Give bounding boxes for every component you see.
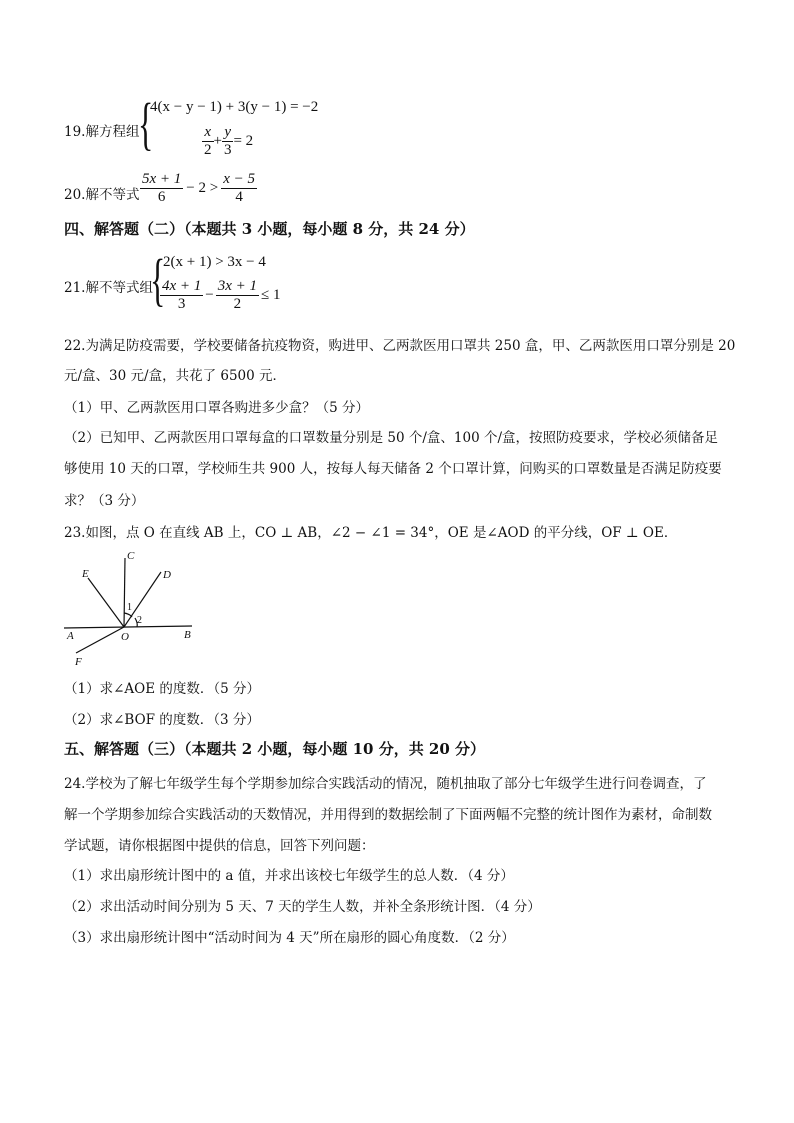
q22-sub-2-line-2: 够使用 10 天的口罩，学校师生共 900 人，按每人每天储备 2 个口罩计算，问购买的口罩数量是否满足防疫要 <box>64 461 722 477</box>
q22-sub-2-line-3: 求？（3 分） <box>64 493 145 509</box>
q24-sub-2: （2）求出活动时间分别为 5 天、7 天的学生人数，并补全条形统计图．（4 分） <box>64 899 541 915</box>
q19-fraction-x: $\frac{x}{2}$ <box>204 124 212 158</box>
q23-line-1: 23.如图，点 O 在直线 AB 上，CO ⊥ AB，∠2 − ∠1 = 34°，OE 是∠AOD 的平分线，OF ⊥ OE． <box>64 525 678 541</box>
q19-label: 19.解方程组 <box>64 124 140 140</box>
q21-fraction-b: $\frac{3x + 1}{2}$ <box>217 278 258 312</box>
ray-oc <box>124 558 125 627</box>
q22-sub-2-line-1: （2）已知甲、乙两款医用口罩每盒的口罩数量分别是 50 个/盒、100 个/盒，按照防疫要求，学校必须储备足 <box>64 430 719 446</box>
q19-brace: { <box>138 91 154 156</box>
q21-brace: { <box>150 247 166 312</box>
ray-oe <box>88 578 124 627</box>
section-5-title: 五、解答题（三）（本题共 2 小题，每小题 10 分，共 20 分） <box>64 740 486 758</box>
line-ab <box>64 626 192 628</box>
label-e: E <box>82 568 89 580</box>
q20-fraction-left: $\frac{5x + 1}{6}$ <box>142 171 182 205</box>
q24-line-3: 学试题，请你根据图中提供的信息，回答下列问题： <box>64 838 375 854</box>
ray-od <box>124 572 161 627</box>
q20-label: 20.解不等式 <box>64 187 140 203</box>
q20-fraction-right: $\frac{x - 5}{4}$ <box>223 171 255 205</box>
q24-sub-3: （3）求出扇形统计图中“活动时间为 4 天”所在扇形的圆心角度数．（2 分） <box>64 930 515 946</box>
q23-geometry-figure <box>60 546 210 668</box>
label-c: C <box>127 550 135 562</box>
section-4-title: 四、解答题（二）（本题共 3 小题，每小题 8 分，共 24 分） <box>64 220 475 238</box>
q23-sub-1: （1）求∠AOE 的度数．（5 分） <box>64 681 260 697</box>
label-a: A <box>67 630 74 642</box>
q21-label: 21.解不等式组 <box>64 280 153 296</box>
q24-line-2: 解一个学期参加综合实践活动的天数情况，并用得到的数据绘制了下面两幅不完整的统计图作为素材，命制数 <box>64 807 712 823</box>
label-d: D <box>163 569 171 581</box>
q21-inequality-1: 2(x + 1) > 3x − 4 <box>163 254 266 270</box>
angle-1-arc <box>124 613 132 617</box>
q19-equation-2: $\frac{x}{2}$ + $\frac{y}{3}$ = 2 <box>204 124 254 158</box>
label-angle-1: 1 <box>127 602 132 613</box>
q19-fraction-y: $\frac{y}{3}$ <box>223 124 232 158</box>
label-o: O <box>121 631 129 643</box>
q22-line-1: 22.为满足防疫需要，学校要储备抗疫物资，购进甲、乙两款医用口罩共 250 盒，甲、乙两款医用口罩分别是 20 <box>64 338 736 354</box>
q23-sub-2: （2）求∠BOF 的度数．（3 分） <box>64 712 260 728</box>
q21-fraction-a: $\frac{4x + 1}{3}$ <box>162 278 202 312</box>
q20-inequality: $\frac{5x + 1}{6}$ − 2 > $\frac{x - 5}{4}$ <box>142 171 255 205</box>
q24-line-1: 24.学校为了解七年级学生每个学期参加综合实践活动的情况，随机抽取了部分七年级学生进行问卷调查，了 <box>64 776 707 792</box>
label-angle-2: 2 <box>137 615 142 626</box>
q21-inequality-2: $\frac{4x + 1}{3}$ − $\frac{3x + 1}{2}$ ≤ 1 <box>162 278 281 312</box>
q22-sub-1: （1）甲、乙两款医用口罩各购进多少盒？（5 分） <box>64 400 369 416</box>
label-f: F <box>75 656 82 668</box>
q19-equation-1: 4(x − y − 1) + 3(y − 1) = −2 <box>150 99 319 115</box>
label-b: B <box>184 629 191 641</box>
q24-sub-1: （1）求出扇形统计图中的 a 值，并求出该校七年级学生的总人数．（4 分） <box>64 868 514 884</box>
q22-line-2: 元/盒、30 元/盒，共花了 6500 元． <box>64 368 287 384</box>
ray-of <box>76 627 124 653</box>
